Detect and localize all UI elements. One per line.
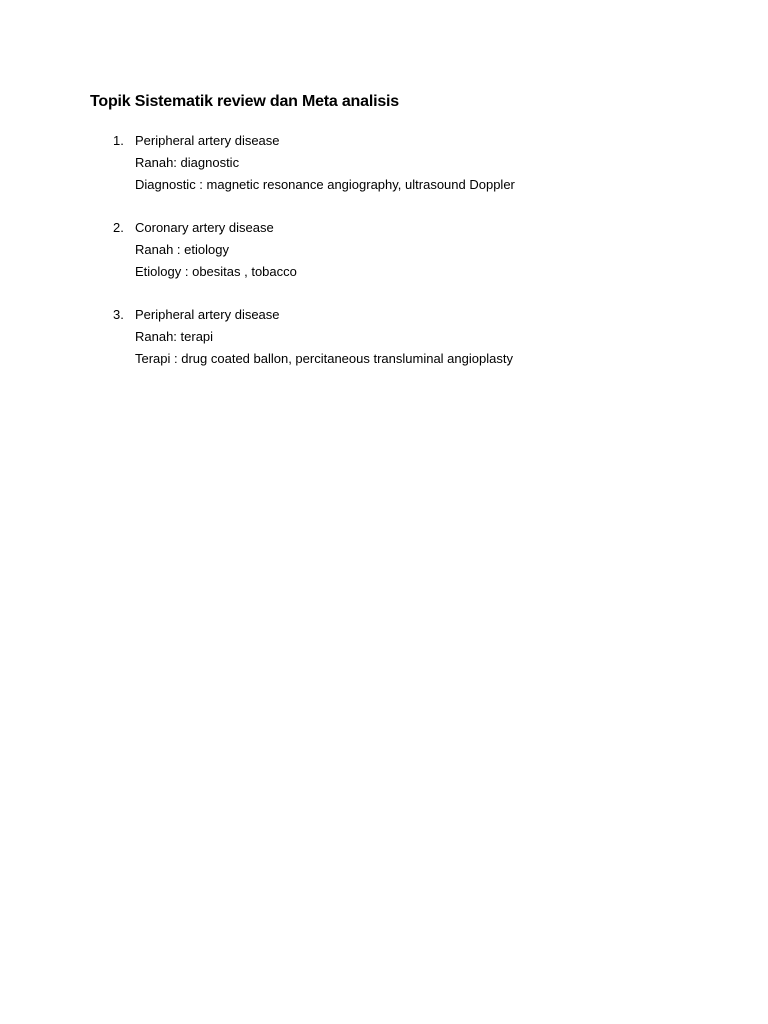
list-item <box>0 304 768 370</box>
list-item <box>0 217 768 283</box>
list-item-domain: Ranah : etiology <box>135 242 229 257</box>
topic-list <box>0 130 768 391</box>
list-item <box>0 130 768 196</box>
list-item-detail: Diagnostic : magnetic resonance angiography, ultrasound Doppler <box>135 177 515 192</box>
list-item-number: 2. <box>113 220 124 235</box>
list-item-number: 3. <box>113 307 124 322</box>
list-item-number: 1. <box>113 133 124 148</box>
list-item-detail: Terapi : drug coated ballon, percitaneous transluminal angioplasty <box>135 351 513 366</box>
list-item-domain: Ranah: terapi <box>135 329 214 344</box>
document-title: Topik Sistematik review dan Meta analisis <box>90 93 399 110</box>
list-item-topic: Coronary artery disease <box>135 220 274 235</box>
list-item-domain: Ranah: diagnostic <box>135 155 240 170</box>
list-item-content <box>135 304 768 370</box>
list-item-content <box>135 130 768 196</box>
list-item-detail: Etiology : obesitas , tobacco <box>135 264 297 279</box>
list-item-content <box>135 217 768 283</box>
list-item-topic: Peripheral artery disease <box>135 307 280 322</box>
list-item-topic: Peripheral artery disease <box>135 133 280 148</box>
